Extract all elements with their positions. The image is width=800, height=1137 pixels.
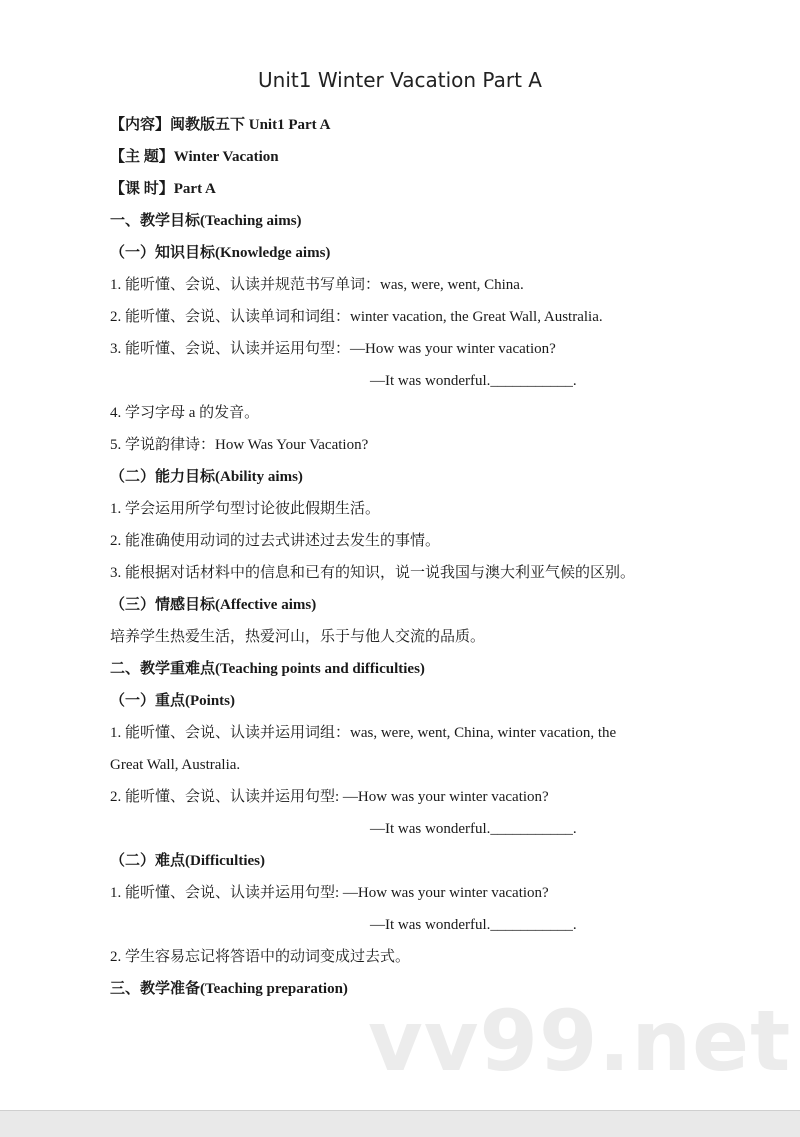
section-heading: 一、教学目标(Teaching aims) bbox=[110, 213, 302, 229]
answer-line: —It was wonderful.___________. bbox=[370, 373, 577, 389]
meta-content: 【内容】闽教版五下 Unit1 Part A bbox=[110, 117, 331, 133]
subsection-heading: （二）能力目标(Ability aims) bbox=[110, 469, 303, 485]
subsection-heading: （三）情感目标(Affective aims) bbox=[110, 597, 317, 613]
list-item: 3. 能根据对话材料中的信息和已有的知识，说一说我国与澳大利亚气候的区别。 bbox=[110, 565, 636, 581]
paragraph: 培养学生热爱生活，热爱河山，乐于与他人交流的品质。 bbox=[110, 629, 486, 645]
list-item: 2. 能听懂、会说、认读并运用句型: —How was your winter vacation? bbox=[110, 789, 549, 805]
section-heading: 三、教学准备(Teaching preparation) bbox=[110, 981, 348, 997]
subsection-heading: （一）知识目标(Knowledge aims) bbox=[110, 245, 331, 261]
viewer-bottom-strip bbox=[0, 1110, 800, 1137]
list-item: 1. 能听懂、会说、认读并规范书写单词：was, were, went, China. bbox=[110, 277, 524, 293]
list-item: 5. 学说韵律诗：How Was Your Vacation? bbox=[110, 437, 369, 453]
list-item: 1. 能听懂、会说、认读并运用词组：was, were, went, China, winter vacation, the bbox=[110, 725, 617, 741]
meta-period: 【课 时】Part A bbox=[110, 181, 216, 197]
list-item: 1. 学会运用所学句型讨论彼此假期生活。 bbox=[110, 501, 381, 517]
list-item: 2. 能听懂、会说、认读单词和词组：winter vacation, the Great Wall, Australia. bbox=[110, 309, 603, 325]
page-title: Unit1 Winter Vacation Part A bbox=[258, 68, 542, 92]
section-heading: 二、教学重难点(Teaching points and difficulties) bbox=[110, 661, 425, 677]
answer-line: —It was wonderful.___________. bbox=[370, 821, 577, 837]
list-item-continued: Great Wall, Australia. bbox=[110, 757, 241, 773]
watermark-logo: vv99.net bbox=[368, 992, 792, 1090]
subsection-heading: （一）重点(Points) bbox=[110, 693, 235, 709]
list-item: 1. 能听懂、会说、认读并运用句型: —How was your winter vacation? bbox=[110, 885, 549, 901]
list-item: 2. 能准确使用动词的过去式讲述过去发生的事情。 bbox=[110, 533, 441, 549]
answer-line: —It was wonderful.___________. bbox=[370, 917, 577, 933]
subsection-heading: （二）难点(Difficulties) bbox=[110, 853, 265, 869]
viewer-top-strip bbox=[0, 0, 800, 30]
meta-topic: 【主 题】Winter Vacation bbox=[110, 149, 279, 165]
list-item: 3. 能听懂、会说、认读并运用句型：—How was your winter vacation? bbox=[110, 341, 556, 357]
list-item: 4. 学习字母 a 的发音。 bbox=[110, 405, 260, 421]
list-item: 2. 学生容易忘记将答语中的动词变成过去式。 bbox=[110, 949, 411, 965]
